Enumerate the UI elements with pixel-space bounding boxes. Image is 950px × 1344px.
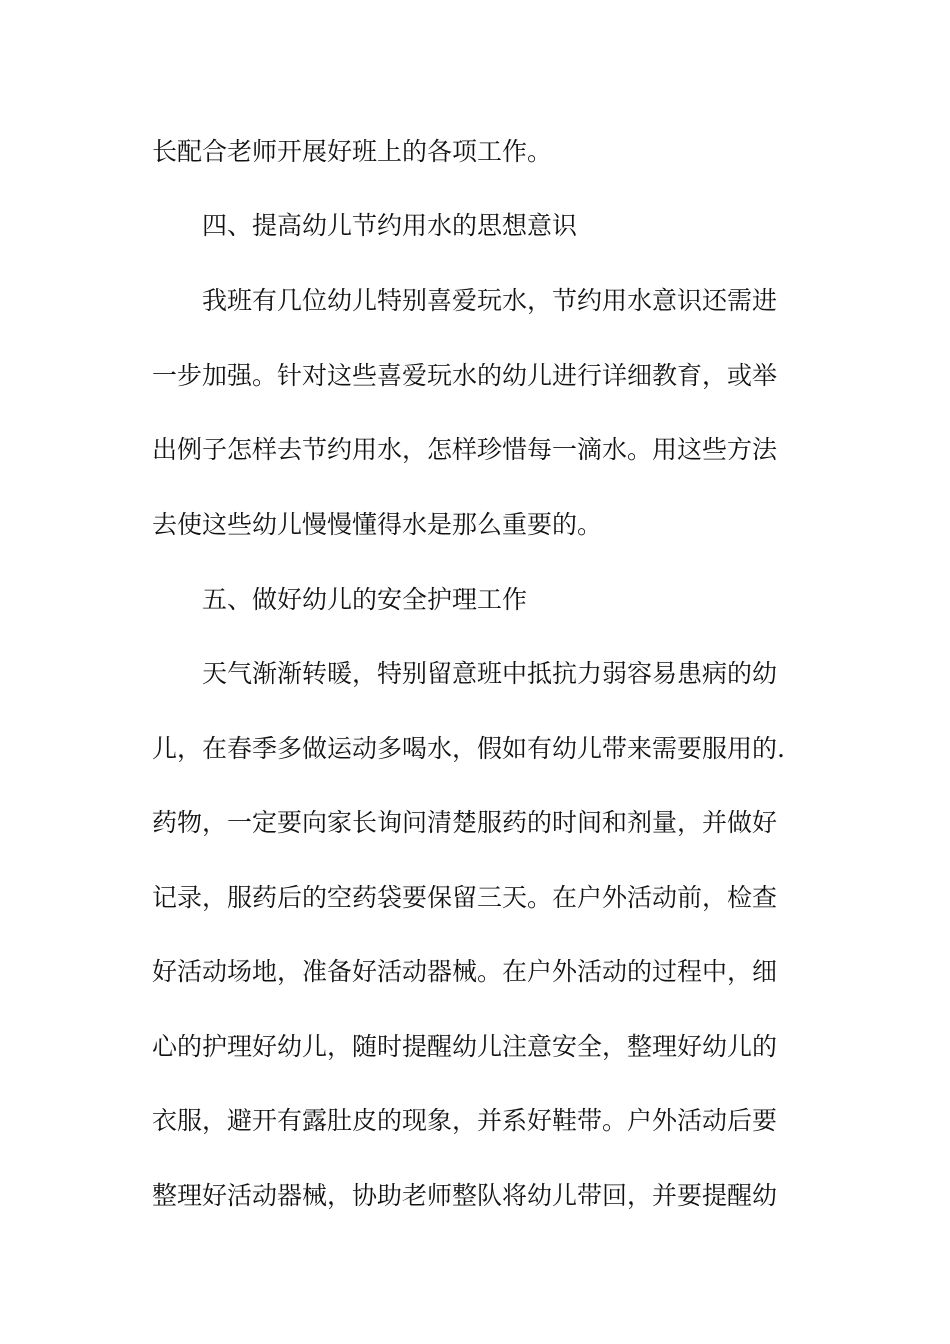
paragraph-line: 整理好活动器械，协助老师整队将幼儿带回，并要提醒幼	[152, 1181, 778, 1210]
paragraph-line: 儿，在春季多做运动多喝水，假如有幼儿带来需要服用的.	[152, 734, 785, 763]
paragraph-line: 药物，一定要向家长询问清楚服药的时间和剂量，并做好	[152, 808, 778, 837]
paragraph-line: 天气渐渐转暖，特别留意班中抵抗力弱容易患病的幼	[202, 659, 778, 688]
paragraph-line: 去使这些幼儿慢慢懂得水是那么重要的。	[152, 510, 603, 539]
section-heading-4: 四、提高幼儿节约用水的思想意识	[202, 211, 578, 240]
paragraph-line: 长配合老师开展好班上的各项工作。	[152, 137, 553, 166]
paragraph-line: 我班有几位幼儿特别喜爱玩水，节约用水意识还需进	[202, 286, 778, 315]
paragraph-line: 衣服，避开有露肚皮的现象，并系好鞋带。户外活动后要	[152, 1106, 778, 1135]
paragraph-line: 出例子怎样去节约用水，怎样珍惜每一滴水。用这些方法	[152, 435, 778, 464]
paragraph-line: 记录，服药后的空药袋要保留三天。在户外活动前，检查	[152, 883, 778, 912]
paragraph-line: 心的护理好幼儿，随时提醒幼儿注意安全，整理好幼儿的	[152, 1032, 778, 1061]
paragraph-line: 好活动场地，准备好活动器械。在户外活动的过程中，细	[152, 957, 778, 986]
paragraph-line: 一步加强。针对这些喜爱玩水的幼儿进行详细教育，或举	[152, 361, 778, 390]
section-heading-5: 五、做好幼儿的安全护理工作	[202, 585, 528, 614]
